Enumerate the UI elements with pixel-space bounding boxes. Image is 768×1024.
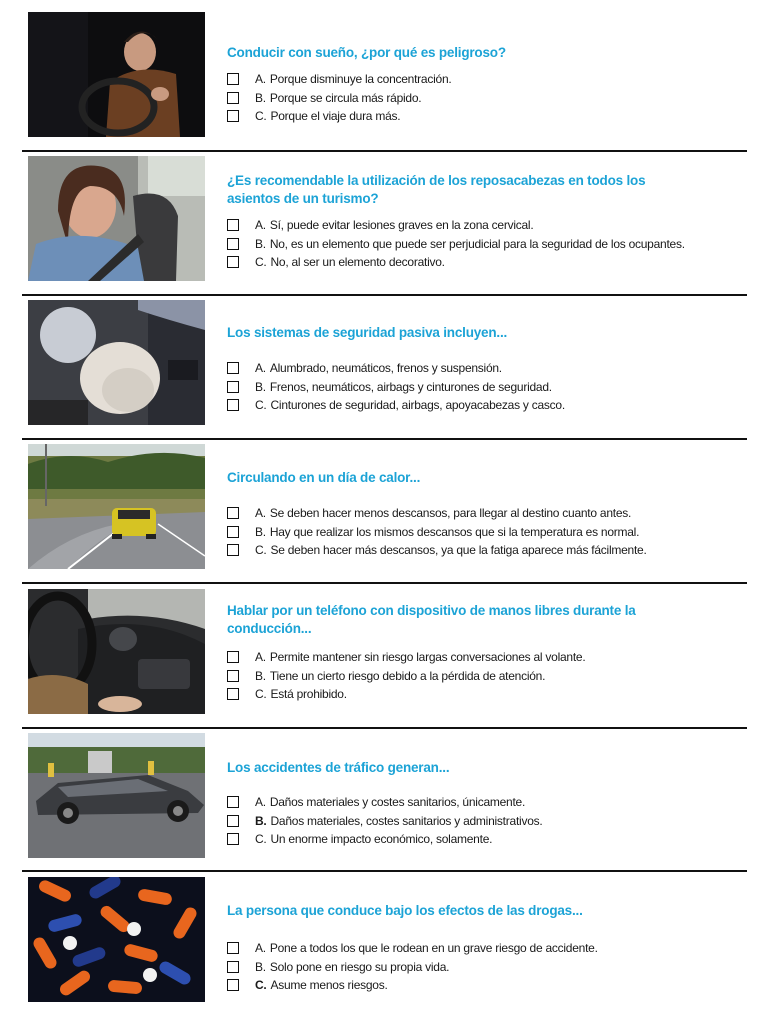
option-c[interactable]: C. Se deben hacer más descansos, ya que la fatiga aparece más fácilmente. [227, 541, 747, 560]
divider [22, 150, 747, 152]
option-c[interactable]: C. No, al ser un elemento decorativo. [227, 253, 747, 272]
checkbox[interactable] [227, 526, 239, 538]
options-list [227, 648, 747, 704]
checkbox[interactable] [227, 73, 239, 85]
photo-pills [28, 877, 205, 1002]
checkbox[interactable] [227, 92, 239, 104]
photo-car-dashboard [28, 589, 205, 714]
options-list [227, 793, 747, 849]
option-a[interactable]: A. Alumbrado, neumáticos, frenos y suspensión. [227, 359, 747, 378]
checkbox[interactable] [227, 979, 239, 991]
photo-crashed-car [28, 733, 205, 858]
photo-woman-headrest [28, 156, 205, 281]
checkbox[interactable] [227, 399, 239, 411]
question-text: Circulando en un día de calor... [227, 470, 421, 485]
checkbox[interactable] [227, 110, 239, 122]
option-c[interactable]: C. Porque el viaje dura más. [227, 107, 747, 126]
checkbox[interactable] [227, 362, 239, 374]
option-a[interactable]: A. Porque disminuye la concentración. [227, 70, 747, 89]
option-a[interactable]: A. Sí, puede evitar lesiones graves en la zona cervical. [227, 216, 747, 235]
option-b[interactable]: B. Solo pone en riesgo su propia vida. [227, 958, 747, 977]
divider [22, 438, 747, 440]
checkbox[interactable] [227, 651, 239, 663]
option-a[interactable]: A. Permite mantener sin riesgo largas conversaciones al volante. [227, 648, 747, 667]
checkbox[interactable] [227, 256, 239, 268]
question-text: La persona que conduce bajo los efectos de las drogas... [227, 903, 583, 918]
option-b[interactable]: B. No, es un elemento que puede ser perjudicial para la seguridad de los ocupantes. [227, 235, 747, 254]
divider [22, 582, 747, 584]
question-text: Los sistemas de seguridad pasiva incluyen... [227, 325, 508, 340]
option-b[interactable]: B. Tiene un cierto riesgo debido a la pérdida de atención. [227, 667, 747, 686]
checkbox[interactable] [227, 219, 239, 231]
photo-airbag [28, 300, 205, 425]
options-list [227, 70, 747, 126]
option-a[interactable]: A. Pone a todos los que le rodean en un grave riesgo de accidente. [227, 939, 747, 958]
checkbox[interactable] [227, 381, 239, 393]
checkbox[interactable] [227, 942, 239, 954]
option-b[interactable]: B. Hay que realizar los mismos descansos que si la temperatura es normal. [227, 523, 747, 542]
divider [22, 294, 747, 296]
question-text: Conducir con sueño, ¿por qué es peligroso? [227, 45, 506, 60]
question-text: ¿Es recomendable la utilización de los reposacabezas en todos los asientos de un turismo? [227, 173, 646, 206]
checkbox[interactable] [227, 238, 239, 250]
question-text: Hablar por un teléfono con dispositivo de manos libres durante la conducción... [227, 603, 636, 636]
checkbox[interactable] [227, 961, 239, 973]
checkbox[interactable] [227, 833, 239, 845]
divider [22, 870, 747, 872]
option-b[interactable]: B. Daños materiales, costes sanitarios y administrativos. [227, 812, 747, 831]
option-a[interactable]: A. Daños materiales y costes sanitarios, únicamente. [227, 793, 747, 812]
checkbox[interactable] [227, 815, 239, 827]
option-c[interactable]: C. Un enorme impacto económico, solamente. [227, 830, 747, 849]
options-list [227, 939, 747, 995]
option-b[interactable]: B. Porque se circula más rápido. [227, 89, 747, 108]
options-list [227, 216, 747, 272]
checkbox[interactable] [227, 507, 239, 519]
checkbox[interactable] [227, 670, 239, 682]
checkbox[interactable] [227, 544, 239, 556]
option-c[interactable]: C. Cinturones de seguridad, airbags, apoyacabezas y casco. [227, 396, 747, 415]
divider [22, 727, 747, 729]
option-a[interactable]: A. Se deben hacer menos descansos, para llegar al destino cuanto antes. [227, 504, 747, 523]
option-b[interactable]: B. Frenos, neumáticos, airbags y cinturones de seguridad. [227, 378, 747, 397]
question-text: Los accidentes de tráfico generan... [227, 760, 450, 775]
option-c[interactable]: C. Está prohibido. [227, 685, 747, 704]
photo-sleepy-driver [28, 12, 205, 137]
photo-road-heat [28, 444, 205, 569]
option-c[interactable]: C. Asume menos riesgos. [227, 976, 747, 995]
checkbox[interactable] [227, 688, 239, 700]
options-list [227, 359, 747, 415]
checkbox[interactable] [227, 796, 239, 808]
options-list [227, 504, 747, 560]
